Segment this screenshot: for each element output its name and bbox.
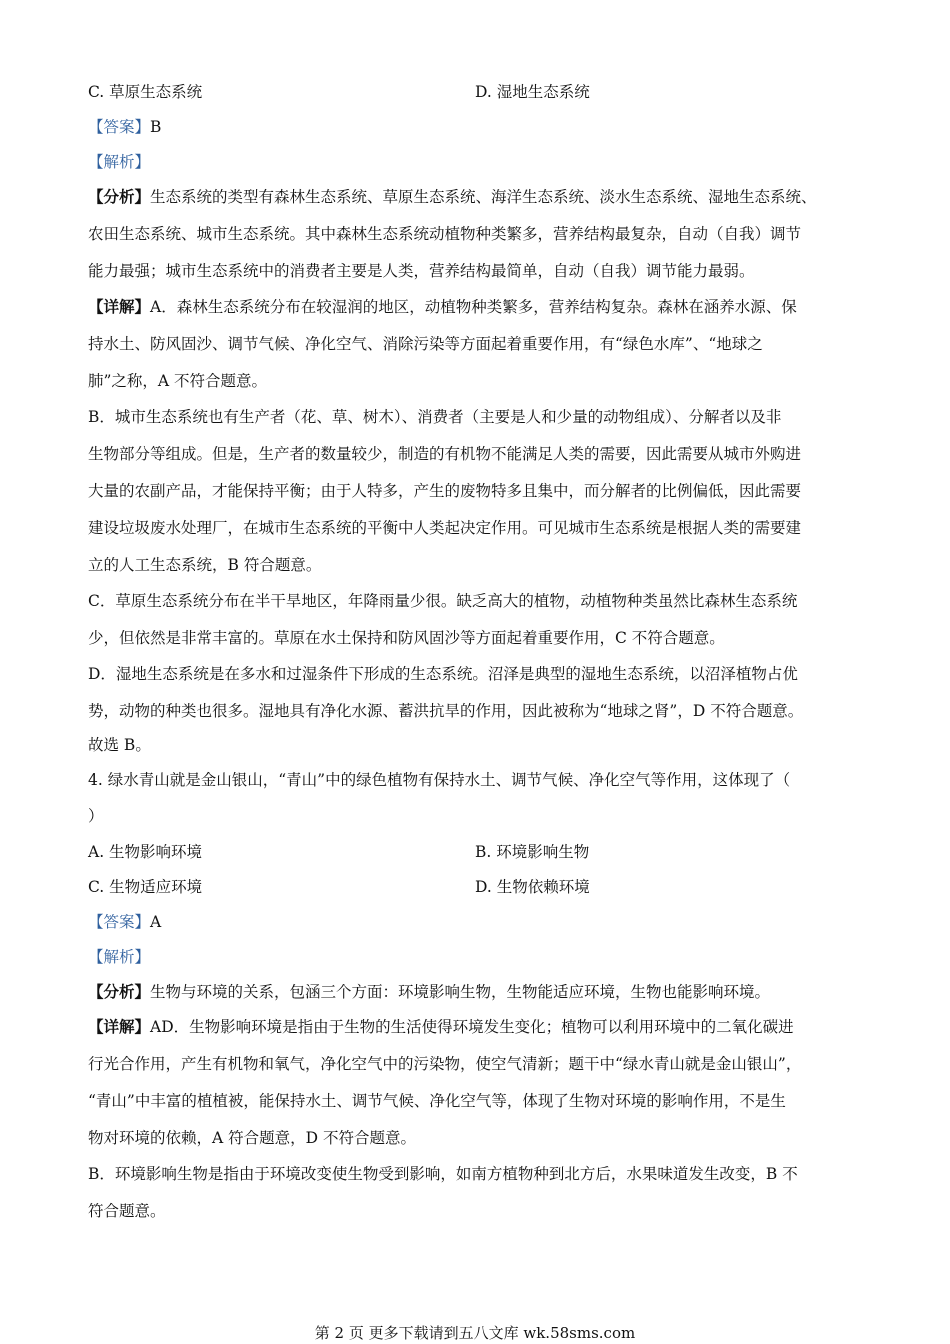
q4-option-c: C. 生物适应环境 xyxy=(88,878,203,896)
fenxi-tag: 【分析】 xyxy=(88,982,151,1001)
q3-detail-d-line-1: D．湿地生态系统是在多水和过湿条件下形成的生态系统。沼泽是典型的湿地生态系统，以沼泽植物占优 xyxy=(88,665,798,683)
fenxi-text: 生态系统的类型有森林生态系统、草原生态系统、海洋生态系统、淡水生态系统、湿地生态系统、 xyxy=(150,188,817,206)
q4-detail-b-line-1: B．环境影响生物是指由于环境改变使生物受到影响，如南方植物种到北方后，水果味道发生改变，B 不 xyxy=(88,1165,798,1183)
q3-conclusion: 故选 B。 xyxy=(88,736,151,754)
q4-detail-ad-line-2: 行光合作用，产生有机物和氧气，净化空气中的污染物，使空气清新；题干中“绿水青山就是金山银山”， xyxy=(88,1055,802,1073)
q3-fenxi-line-3: 能力最强；城市生态系统中的消费者主要是人类，营养结构最简单，自动（自我）调节能力最弱。 xyxy=(88,262,755,280)
q3-answer xyxy=(88,116,161,138)
q4-detail-ad-line-4: 物对环境的依赖，A 符合题意，D 不符合题意。 xyxy=(88,1129,416,1147)
answer-value: B xyxy=(150,118,162,136)
q4-detail-b-line-2: 符合题意。 xyxy=(88,1202,166,1220)
q4-fenxi xyxy=(88,981,770,1003)
fenxi-tag: 【分析】 xyxy=(88,187,151,206)
q4-analysis-tag: 【解析】 xyxy=(88,948,151,966)
q4-option-b: B. 环境影响生物 xyxy=(475,843,590,861)
q3-detail-b-line-4: 建设垃圾废水处理厂，在城市生态系统的平衡中人类起决定作用。可见城市生态系统是根据人类的需要建 xyxy=(88,519,802,537)
q3-detail-a-line-1 xyxy=(88,296,797,318)
q3-fenxi-line-2: 农田生态系统、城市生态系统。其中森林生态系统动植物种类繁多，营养结构最复杂，自动（自我）调节 xyxy=(88,225,802,243)
q4-stem-line-2: ） xyxy=(88,807,104,825)
q4-answer xyxy=(88,911,161,933)
page-footer: 第 2 页 更多下载请到五八文库 wk.58sms.com xyxy=(314,1324,636,1342)
q4-option-d: D. 生物依赖环境 xyxy=(475,878,590,896)
q3-detail-b-line-3: 大量的农副产品，才能保持平衡；由于人特多，产生的废物特多且集中，而分解者的比例偏低，因此需要 xyxy=(88,482,802,500)
detail-text: A．森林生态系统分布在较湿润的地区，动植物种类繁多，营养结构复杂。森林在涵养水源、保 xyxy=(150,298,797,316)
detail-text: AD．生物影响环境是指由于生物的生活使得环境发生变化；植物可以利用环境中的二氧化碳进 xyxy=(150,1018,794,1036)
q3-detail-b-line-2: 生物部分等组成。但是，生产者的数量较少，制造的有机物不能满足人类的需要，因此需要从城市外购进 xyxy=(88,445,802,463)
q3-detail-a-line-3: 肺”之称，A 不符合题意。 xyxy=(88,372,268,390)
q3-analysis-tag: 【解析】 xyxy=(88,153,151,171)
xiangjie-tag: 【详解】 xyxy=(88,297,151,316)
fenxi-text: 生物与环境的关系，包涵三个方面：环境影响生物，生物能适应环境，生物也能影响环境。 xyxy=(150,983,771,1001)
q3-detail-b-line-1: B．城市生态系统也有生产者（花、草、树木）、消费者（主要是人和少量的动物组成）、分解者以及非 xyxy=(88,408,782,426)
q4-stem-line-1: 4. 绿水青山就是金山银山，“青山”中的绿色植物有保持水土、调节气候、净化空气等作用，这体现了（ xyxy=(88,771,791,789)
q3-option-d: D. 湿地生态系统 xyxy=(475,83,590,101)
q4-option-a: A. 生物影响环境 xyxy=(88,843,203,861)
q3-detail-c-line-2: 少，但依然是非常丰富的。草原在水土保持和防风固沙等方面起着重要作用，C 不符合题意。 xyxy=(88,629,725,647)
xiangjie-tag: 【详解】 xyxy=(88,1017,151,1036)
q3-detail-a-line-2: 持水土、防风固沙、调节气候、净化空气、消除污染等方面起着重要作用，有“绿色水库”、“地球之 xyxy=(88,335,763,353)
q3-fenxi-line-1 xyxy=(88,186,817,208)
answer-tag: 【答案】 xyxy=(88,118,151,136)
answer-value: A xyxy=(150,913,162,931)
q3-detail-b-line-5: 立的人工生态系统，B 符合题意。 xyxy=(88,556,322,574)
q3-detail-d-line-2: 势，动物的种类也很多。湿地具有净化水源、蓄洪抗旱的作用，因此被称为“地球之肾”，D 不符合题意。 xyxy=(88,702,804,720)
q4-detail-ad-line-1 xyxy=(88,1016,794,1038)
answer-tag: 【答案】 xyxy=(88,913,151,931)
q3-option-c: C. 草原生态系统 xyxy=(88,83,203,101)
q3-detail-c-line-1: C．草原生态系统分布在半干旱地区，年降雨量少很。缺乏高大的植物，动植物种类虽然比森林生态系统 xyxy=(88,592,798,610)
q4-detail-ad-line-3: “青山”中丰富的植植被，能保持水土、调节气候、净化空气等，体现了生物对环境的影响作用，不是生 xyxy=(88,1092,786,1110)
